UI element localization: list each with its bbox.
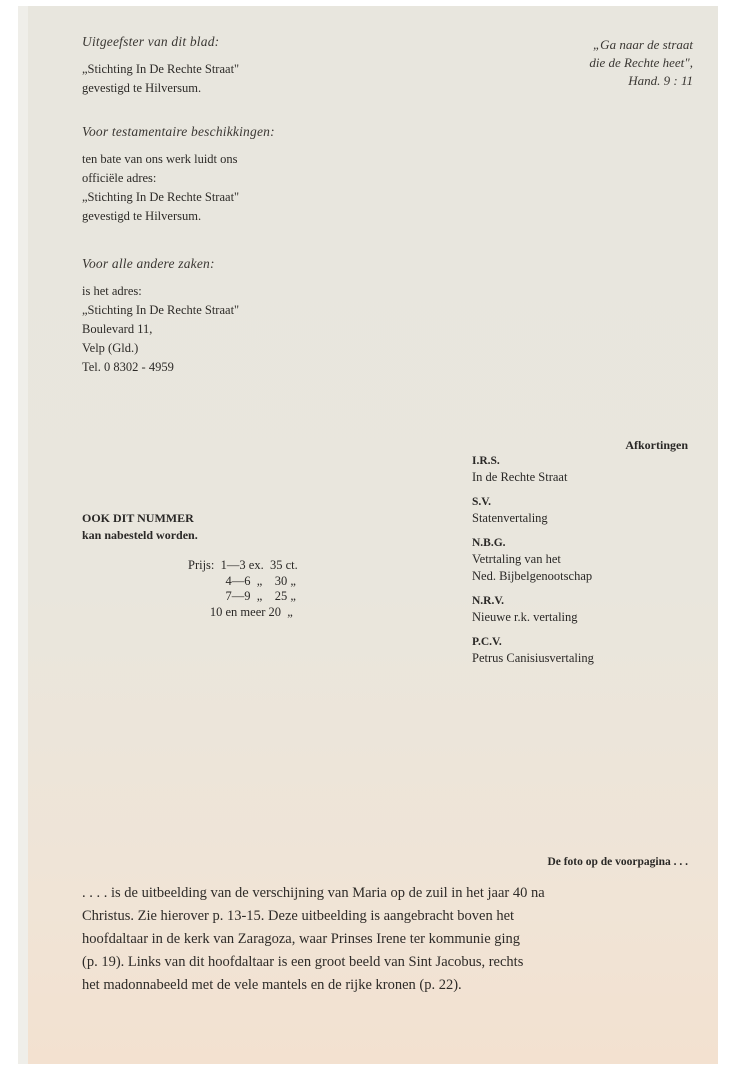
photo-caption [82,882,688,997]
abbreviation-desc: Vetrtaling van het [472,552,561,566]
price-list [188,558,388,620]
abbreviation-desc: Petrus Canisiusvertaling [472,651,594,665]
caption-line: . . . . is de uitbeelding van de verschijning van Maria op de zuil in het jaar 40 na [82,885,545,901]
page-edge [18,6,28,1064]
price-row: 10 en meer 20 „ [188,604,293,619]
abbreviation-code: P.C.V. [472,636,502,648]
publisher-heading: Uitgeefster van dit blad: [82,34,220,49]
caption-line: Christus. Zie hierover p. 13-15. Deze uitbeelding is aangebracht boven het [82,908,515,924]
other-line: Boulevard 11, [82,322,153,336]
abbreviation-code: S.V. [472,496,491,508]
other-line: Velp (Gld.) [82,341,139,355]
other-line: „Stichting In De Rechte Straat" [82,303,240,317]
publisher-line: „Stichting In De Rechte Straat" [82,62,240,76]
order-subtitle: kan nabesteld worden. [82,528,198,542]
order-block [82,510,382,544]
order-title: OOK DIT NUMMER [82,511,194,525]
document-page [28,6,718,1064]
abbreviation-item [472,494,688,527]
abbreviation-item [472,593,688,626]
testament-line: „Stichting In De Rechte Straat" [82,190,240,204]
other-heading: Voor alle andere zaken: [82,256,215,271]
abbreviation-item [472,634,688,667]
other-line: Tel. 0 8302 - 4959 [82,360,174,374]
abbreviation-desc: In de Rechte Straat [472,470,568,484]
abbreviation-desc: Nieuwe r.k. vertaling [472,610,578,624]
testament-block [82,124,412,226]
abbreviation-code: I.R.S. [472,455,500,467]
quote-line: die de Rechte heet", [589,55,693,70]
abbreviation-desc: Ned. Bijbelgenootschap [472,569,593,583]
photo-title: De foto op de voorpagina . . . [547,856,688,868]
quote-line: „Ga naar de straat [592,37,693,52]
publisher-block [82,34,412,98]
testament-line: gevestigd te Hilversum. [82,209,202,223]
caption-line: (p. 19). Links van dit hoofdaltaar is een groot beeld van Sint Jacobus, rechts [82,954,524,970]
abbreviations-block [472,438,688,675]
bible-quote [488,36,693,90]
caption-line: hoofdaltaar in de kerk van Zaragoza, waar Prinses Irene ter kommunie ging [82,931,521,947]
testament-heading: Voor testamentaire beschikkingen: [82,124,275,139]
other-block [82,256,412,377]
abbreviation-code: N.R.V. [472,595,505,607]
caption-line: het madonnabeeld met de vele mantels en de rijke kronen (p. 22). [82,977,462,993]
abbreviation-item [472,535,688,585]
other-line: is het adres: [82,284,142,298]
abbreviation-code: N.B.G. [472,537,506,549]
publisher-line: gevestigd te Hilversum. [82,81,202,95]
abbreviation-desc: Statenvertaling [472,511,548,525]
price-row: 7—9 „ 25 „ [188,589,296,603]
abbreviation-item [472,453,688,486]
testament-line: ten bate van ons werk luidt ons [82,152,238,166]
testament-line: officiële adres: [82,171,157,185]
price-row: 4—6 „ 30 „ [188,573,296,588]
price-row: Prijs: 1—3 ex. 35 ct. [188,558,298,572]
quote-line: Hand. 9 : 11 [628,73,693,88]
abbreviations-title: Afkortingen [625,438,688,452]
